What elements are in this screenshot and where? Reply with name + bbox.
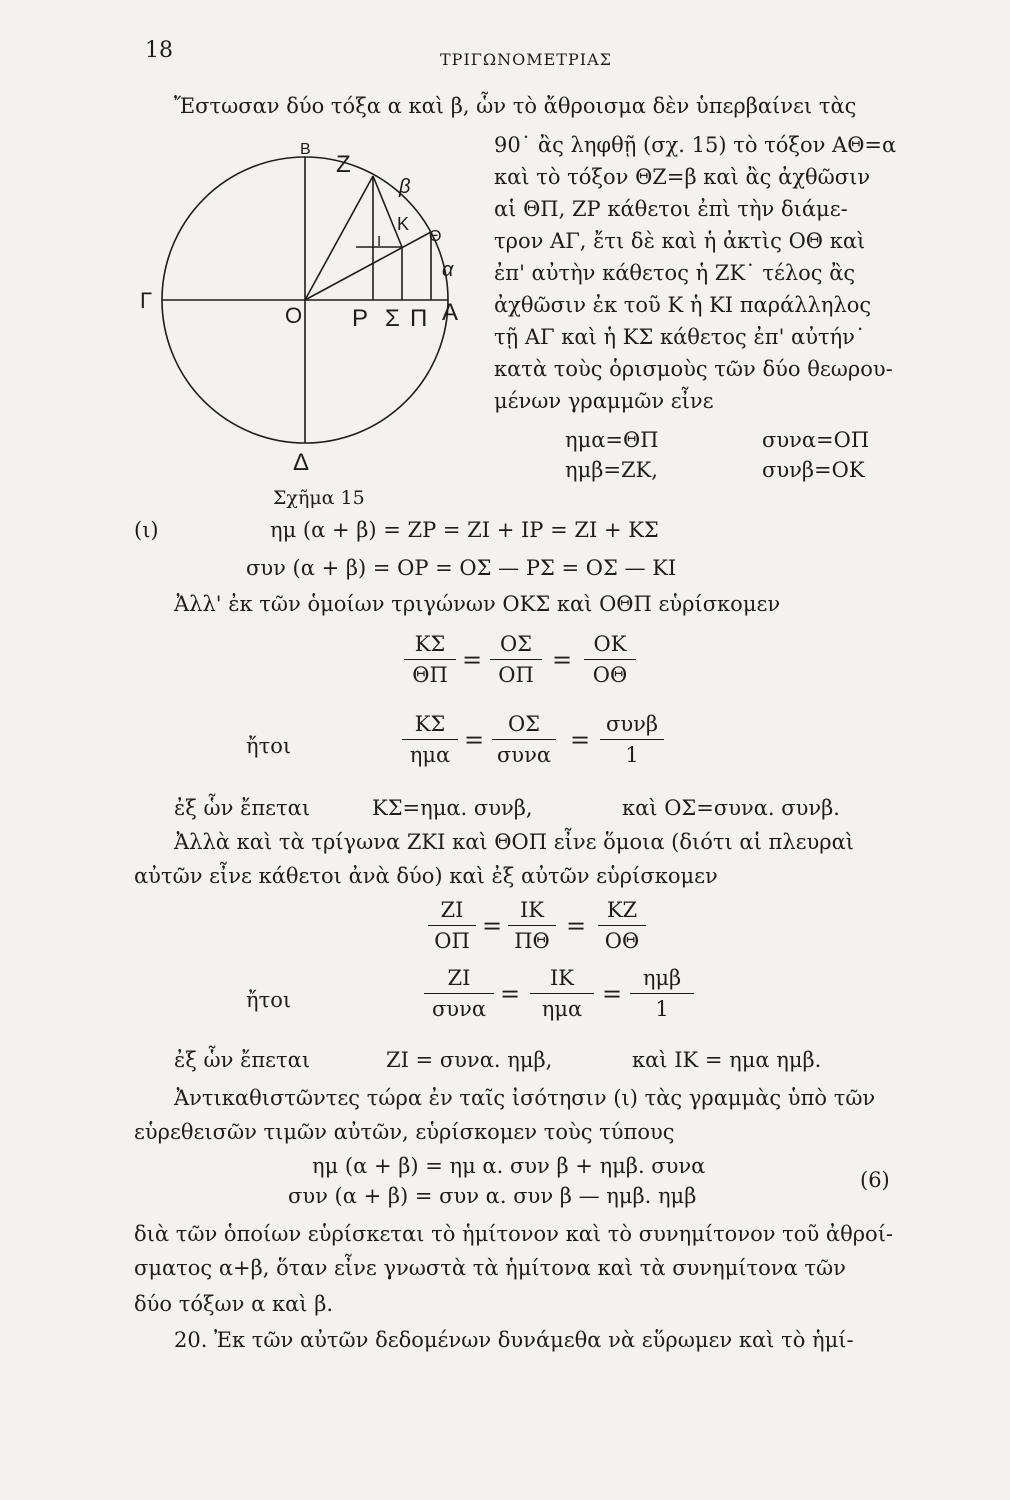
equals-sign: = (570, 726, 591, 754)
text-line-17: εὑρεθεισῶν τιμῶν αὐτῶν, εὑρίσκομεν τοὺς τύπους (134, 1120, 675, 1144)
fraction-zi-cosa: ΖΙ συνα (424, 966, 494, 1021)
label-a: A (442, 299, 459, 326)
label-delta: Δ (293, 449, 310, 476)
definition-sin-alpha: ημα=ΘΠ (565, 428, 659, 452)
fraction-ik-pitheta: $\frac{IK}{\Pi\Theta}$ (508, 898, 556, 953)
text-line-9: κατὰ τοὺς ὁρισμοὺς τῶν δύο θεωρου- (494, 357, 893, 381)
label-k: K (397, 214, 410, 234)
equals-sign: = (552, 646, 573, 674)
equals-sign: = (500, 980, 521, 1008)
figure-15-circle-diagram (140, 140, 480, 480)
label-gamma: Γ (140, 288, 153, 313)
label-z: Z (336, 151, 351, 178)
text-line-15a: ἐξ ὧν ἔπεται (174, 1048, 311, 1072)
label-beta: β (399, 176, 411, 198)
text-line-5: τρον ΑΓ, ἔτι δὲ καὶ ἡ ἀκτὶς ΟΘ καὶ (494, 229, 866, 253)
text-line-13: Ἀλλὰ καὶ τὰ τρίγωνα ΖΚΙ καὶ ΘΟΠ εἶνε ὅμοια (διότι αἱ πλευραὶ (174, 830, 855, 854)
text-line-8: τῇ ΑΓ καὶ ἡ ΚΣ κάθετος ἐπ' αὐτήν˙ (494, 325, 866, 349)
formula-cos-sum: συν (α + β) = συν α. συν β — ημβ. ημβ (288, 1184, 697, 1208)
result-ks: ΚΣ=ημα. συνβ, (372, 796, 533, 820)
fraction-os-opi: $\frac{O\Sigma}{O\Pi}$ (490, 632, 542, 687)
word-itoi: ἤτοι (246, 988, 292, 1012)
text-line-6: ἐπ' αὐτὴν κάθετος ἡ ΖΚ˙ τέλος ἂς (494, 261, 856, 285)
definition-cos-alpha: συνα=ΟΠ (762, 428, 870, 452)
formula-label-6: (6) (860, 1168, 890, 1192)
fraction-ok-otheta: $\frac{OK}{O\Theta}$ (584, 632, 636, 687)
equals-sign: = (464, 726, 485, 754)
fraction-ks-thetapi: $\frac{K\Sigma}{\Theta\Pi}$ (404, 632, 456, 687)
text-line-7: ἀχθῶσιν ἐκ τοῦ Κ ἡ ΚΙ παράλληλος (494, 293, 872, 317)
fraction-cosb-one: συνβ 1 (600, 712, 664, 767)
equals-sign: = (566, 912, 587, 940)
label-o: O (285, 303, 303, 328)
label-p: P (352, 305, 369, 332)
text-line-21: 20. Ἐκ τῶν αὐτῶν δεδομένων δυνάμεθα νὰ εὕρωμεν καὶ τὸ ἡμί- (174, 1328, 854, 1352)
equals-sign: = (602, 980, 623, 1008)
result-os: καὶ ΟΣ=συνα. συνβ. (622, 796, 840, 820)
result-zi: ΖΙ = συνα. ημβ, (386, 1048, 553, 1072)
text-line-4: αἱ ΘΠ, ΖΡ κάθετοι ἐπὶ τὴν διάμε- (494, 197, 848, 221)
label-i: I (377, 233, 382, 250)
label-theta: Θ (429, 228, 442, 245)
figure-caption: Σχῆμα 15 (273, 487, 365, 509)
text-line-10: μένων γραμμῶν εἶνε (494, 389, 714, 413)
fraction-ik-sina: ΙΚ ημα (530, 966, 594, 1021)
text-line-2: 90˙ ἂς ληφθῇ (σχ. 15) τὸ τόξον ΑΘ=α (494, 133, 897, 157)
label-alpha: α (442, 259, 454, 281)
definition-cos-beta: συνβ=ΟΚ (762, 458, 865, 482)
text-line-1: Ἔστωσαν δύο τόξα α καὶ β, ὧν τὸ ἄθροισμα δὲν ὑπερβαίνει τὰς (174, 94, 857, 118)
equals-sign: = (462, 646, 483, 674)
fraction-ks-sina: ΚΣ ημα (402, 712, 458, 767)
fraction-zi-opi: $\frac{ZI}{O\Pi}$ (428, 898, 476, 953)
fraction-kz-otheta: $\frac{KZ}{O\Theta}$ (598, 898, 646, 953)
label-pi: Π (410, 305, 428, 332)
text-line-20: δύο τόξων α καὶ β. (134, 1292, 334, 1316)
fraction-os-cosa: ΟΣ συνα (492, 712, 556, 767)
equals-sign: = (482, 912, 503, 940)
running-title: ΤΡΙΓΩΝΟΜΕΤΡΙΑΣ (440, 50, 612, 69)
equation-cos-sum: συν (α + β) = ΟΡ = ΟΣ — ΡΣ = ΟΣ — ΚΙ (246, 556, 677, 580)
label-b: B (300, 141, 311, 158)
formula-sin-sum: ημ (α + β) = ημ α. συν β + ημβ. συνα (312, 1154, 706, 1178)
result-ik: καὶ ΙΚ = ημα ημβ. (632, 1048, 822, 1072)
text-line-11: Ἀλλ' ἐκ τῶν ὁμοίων τριγώνων ΟΚΣ καὶ ΟΘΠ εὑρίσκομεν (174, 592, 781, 616)
text-line-3: καὶ τὸ τόξον ΘΖ=β καὶ ἂς ἀχθῶσιν (494, 165, 871, 189)
text-line-18: διὰ τῶν ὁποίων εὑρίσκεται τὸ ἡμίτονον καὶ τὸ συνημίτονον τοῦ ἀθροί- (134, 1222, 894, 1246)
fraction-sinb-one: ημβ 1 (630, 966, 694, 1021)
definition-sin-beta: ημβ=ΖΚ, (565, 458, 658, 482)
text-line-14: αὐτῶν εἶνε κάθετοι ἀνὰ δύο) καὶ ἐξ αὐτῶν εὑρίσκομεν (134, 864, 718, 888)
equation-sin-sum: ημ (α + β) = ΖΡ = ΖΙ + ΙΡ = ΖΙ + ΚΣ (270, 518, 659, 542)
page-number: 18 (145, 38, 173, 63)
equation-label-iota: (ι) (134, 518, 159, 542)
label-sigma: Σ (385, 305, 400, 332)
text-line-12a: ἐξ ὧν ἔπεται (174, 796, 311, 820)
word-itoi: ἤτοι (246, 734, 292, 758)
text-line-16: Ἀντικαθιστῶντες τώρα ἐν ταῖς ἰσότησιν (ι) τὰς γραμμὰς ὑπὸ τῶν (174, 1086, 876, 1110)
text-line-19: σματος α+β, ὅταν εἶνε γνωστὰ τὰ ἡμίτονα καὶ τὰ συνημίτονα τῶν (134, 1256, 846, 1280)
